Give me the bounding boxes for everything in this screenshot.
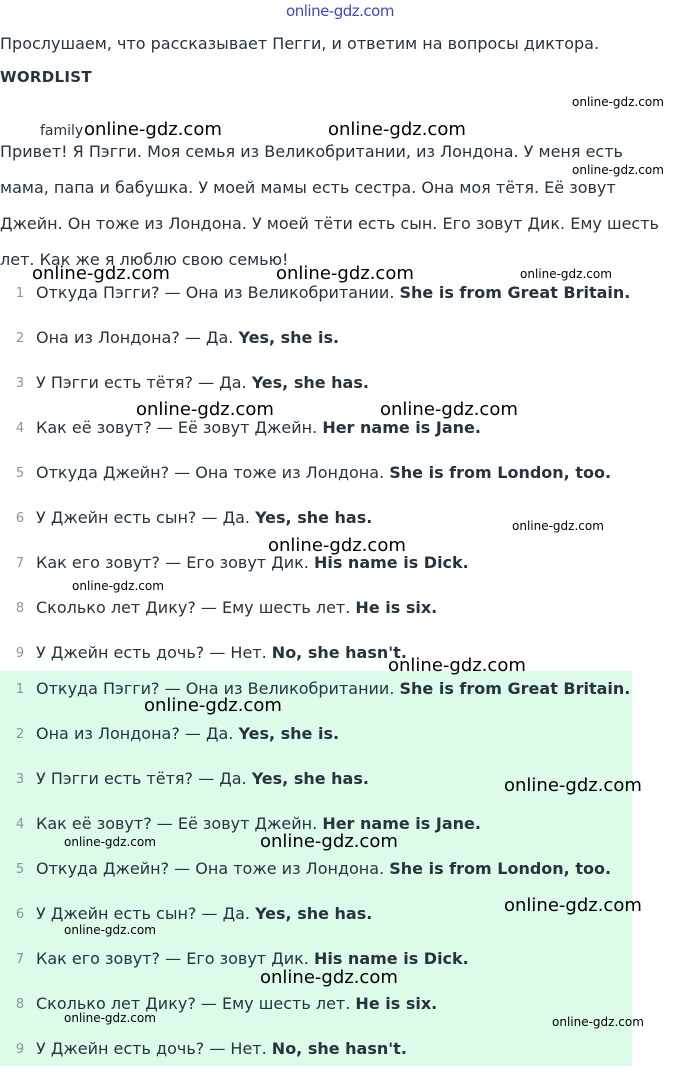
answer-russian: Откуда Джейн? — Она тоже из Лондона. bbox=[36, 463, 385, 482]
answer-english: Yes, she is. bbox=[238, 724, 340, 743]
answer-item bbox=[0, 671, 632, 716]
answer-text bbox=[36, 859, 611, 878]
wordlist-heading: WORDLIST bbox=[0, 68, 92, 86]
watermark: online-gdz.com bbox=[504, 895, 642, 916]
answer-number: 6 bbox=[15, 907, 25, 922]
answer-number: 2 bbox=[15, 331, 25, 346]
watermark: online-gdz.com bbox=[512, 519, 604, 533]
answer-text bbox=[36, 1039, 407, 1058]
answer-text bbox=[36, 814, 481, 833]
answer-number: 9 bbox=[15, 646, 25, 661]
answer-english: She is from London, too. bbox=[389, 859, 612, 878]
answer-russian: У Джейн есть дочь? — Нет. bbox=[36, 1039, 267, 1058]
answer-text bbox=[36, 463, 611, 482]
watermark: online-gdz.com bbox=[520, 267, 612, 281]
answer-text bbox=[36, 904, 372, 923]
watermark: online-gdz.com bbox=[136, 399, 274, 420]
answers-list bbox=[0, 275, 632, 680]
answer-english: Yes, she has. bbox=[251, 373, 369, 392]
answer-english: Yes, she has. bbox=[255, 508, 373, 527]
answer-item bbox=[0, 320, 632, 365]
answer-english: No, she hasn't. bbox=[271, 643, 407, 662]
answer-text bbox=[36, 769, 369, 788]
answer-number: 7 bbox=[15, 952, 25, 967]
answer-number: 1 bbox=[15, 286, 25, 301]
watermark: online-gdz.com bbox=[144, 695, 282, 716]
answer-russian: Как её зовут? — Её зовут Джейн. bbox=[36, 418, 318, 437]
answer-item bbox=[0, 455, 632, 500]
answer-text bbox=[36, 283, 630, 302]
watermark: online-gdz.com bbox=[64, 923, 156, 937]
answer-russian: У Пэгги есть тётя? — Да. bbox=[36, 769, 247, 788]
answer-item bbox=[0, 590, 632, 635]
watermark: online-gdz.com bbox=[276, 263, 414, 284]
answer-russian: Откуда Джейн? — Она тоже из Лондона. bbox=[36, 859, 385, 878]
answer-number: 5 bbox=[15, 466, 25, 481]
answer-russian: Она из Лондона? — Да. bbox=[36, 328, 234, 347]
answer-text bbox=[36, 328, 339, 347]
answer-russian: Как его зовут? — Его зовут Дик. bbox=[36, 553, 309, 572]
answer-russian: У Пэгги есть тётя? — Да. bbox=[36, 373, 247, 392]
answer-number: 6 bbox=[15, 511, 25, 526]
answer-item bbox=[0, 716, 632, 761]
answer-item bbox=[0, 1031, 632, 1076]
watermark: online-gdz.com bbox=[572, 163, 664, 177]
answer-text bbox=[36, 679, 630, 698]
answer-text bbox=[36, 418, 481, 437]
answer-text bbox=[36, 643, 407, 662]
answer-number: 4 bbox=[15, 421, 25, 436]
answer-english: Her name is Jane. bbox=[322, 814, 481, 833]
answer-english: Her name is Jane. bbox=[322, 418, 481, 437]
answer-number: 8 bbox=[15, 997, 25, 1012]
watermark: online-gdz.com bbox=[260, 967, 398, 988]
watermark: online-gdz.com bbox=[64, 835, 156, 849]
answer-english: He is six. bbox=[355, 994, 438, 1013]
story-text: Привет! Я Пэгги. Моя семья из Великобритании, из Лондона. У меня есть мама, папа и бабушка. У моей мамы есть сестра. Она моя тётя. Её зовут Джейн. Он тоже из Лондона. У моей тёти есть сын. Его зовут Дик. Ему шесть лет. Как же я люблю свою семью! bbox=[0, 142, 659, 269]
answer-english: Yes, she is. bbox=[238, 328, 340, 347]
answer-english: Yes, she has. bbox=[255, 904, 373, 923]
answer-english: She is from Great Britain. bbox=[399, 283, 631, 302]
watermark: online-gdz.com bbox=[572, 95, 664, 109]
answer-english: He is six. bbox=[355, 598, 438, 617]
answer-english: No, she hasn't. bbox=[271, 1039, 407, 1058]
watermark: online-gdz.com bbox=[504, 775, 642, 796]
answer-russian: Сколько лет Дику? — Ему шесть лет. bbox=[36, 598, 351, 617]
answer-number: 5 bbox=[15, 862, 25, 877]
watermark: online-gdz.com bbox=[84, 119, 222, 140]
answer-russian: У Джейн есть сын? — Да. bbox=[36, 904, 250, 923]
answer-text bbox=[36, 508, 372, 527]
answer-text bbox=[36, 598, 437, 617]
answer-russian: Как его зовут? — Его зовут Дик. bbox=[36, 949, 309, 968]
answer-english: She is from Great Britain. bbox=[399, 679, 631, 698]
answer-russian: Сколько лет Дику? — Ему шесть лет. bbox=[36, 994, 351, 1013]
answer-number: 3 bbox=[15, 376, 25, 391]
watermark: online-gdz.com bbox=[72, 579, 164, 593]
answer-item bbox=[0, 410, 632, 455]
answer-russian: У Джейн есть сын? — Да. bbox=[36, 508, 250, 527]
answer-number: 1 bbox=[15, 682, 25, 697]
answer-item bbox=[0, 365, 632, 410]
answer-english: His name is Dick. bbox=[313, 553, 469, 572]
answer-number: 2 bbox=[15, 727, 25, 742]
answer-number: 3 bbox=[15, 772, 25, 787]
watermark: online-gdz.com bbox=[380, 399, 518, 420]
answer-english: Yes, she has. bbox=[251, 769, 369, 788]
answer-russian: У Джейн есть дочь? — Нет. bbox=[36, 643, 267, 662]
watermark: online-gdz.com bbox=[328, 119, 466, 140]
answer-russian: Откуда Пэгги? — Она из Великобритании. bbox=[36, 283, 395, 302]
answers-list-highlighted bbox=[0, 671, 632, 1066]
watermark: online-gdz.com bbox=[268, 535, 406, 556]
answer-item bbox=[0, 851, 632, 896]
answer-english: She is from London, too. bbox=[389, 463, 612, 482]
watermark: online-gdz.com bbox=[388, 655, 526, 676]
answer-number: 7 bbox=[15, 556, 25, 571]
answer-russian: Как её зовут? — Её зовут Джейн. bbox=[36, 814, 318, 833]
answer-text bbox=[36, 724, 339, 743]
answer-russian: Она из Лондона? — Да. bbox=[36, 724, 234, 743]
watermark: online-gdz.com bbox=[64, 1011, 156, 1025]
answer-number: 4 bbox=[15, 817, 25, 832]
answer-russian: Откуда Пэгги? — Она из Великобритании. bbox=[36, 679, 395, 698]
watermark: online-gdz.com bbox=[260, 831, 398, 852]
answer-text bbox=[36, 373, 369, 392]
answer-english: His name is Dick. bbox=[313, 949, 469, 968]
answer-number: 9 bbox=[15, 1042, 25, 1057]
watermark: online-gdz.com bbox=[552, 1015, 644, 1029]
watermark: online-gdz.com bbox=[32, 263, 170, 284]
site-header-link[interactable]: online-gdz.com bbox=[286, 2, 394, 20]
answer-text bbox=[36, 949, 469, 968]
wordlist-item: family bbox=[40, 123, 84, 139]
intro-text: Прослушаем, что рассказывает Пегги, и ответим на вопросы диктора. bbox=[0, 34, 600, 53]
answer-number: 8 bbox=[15, 601, 25, 616]
